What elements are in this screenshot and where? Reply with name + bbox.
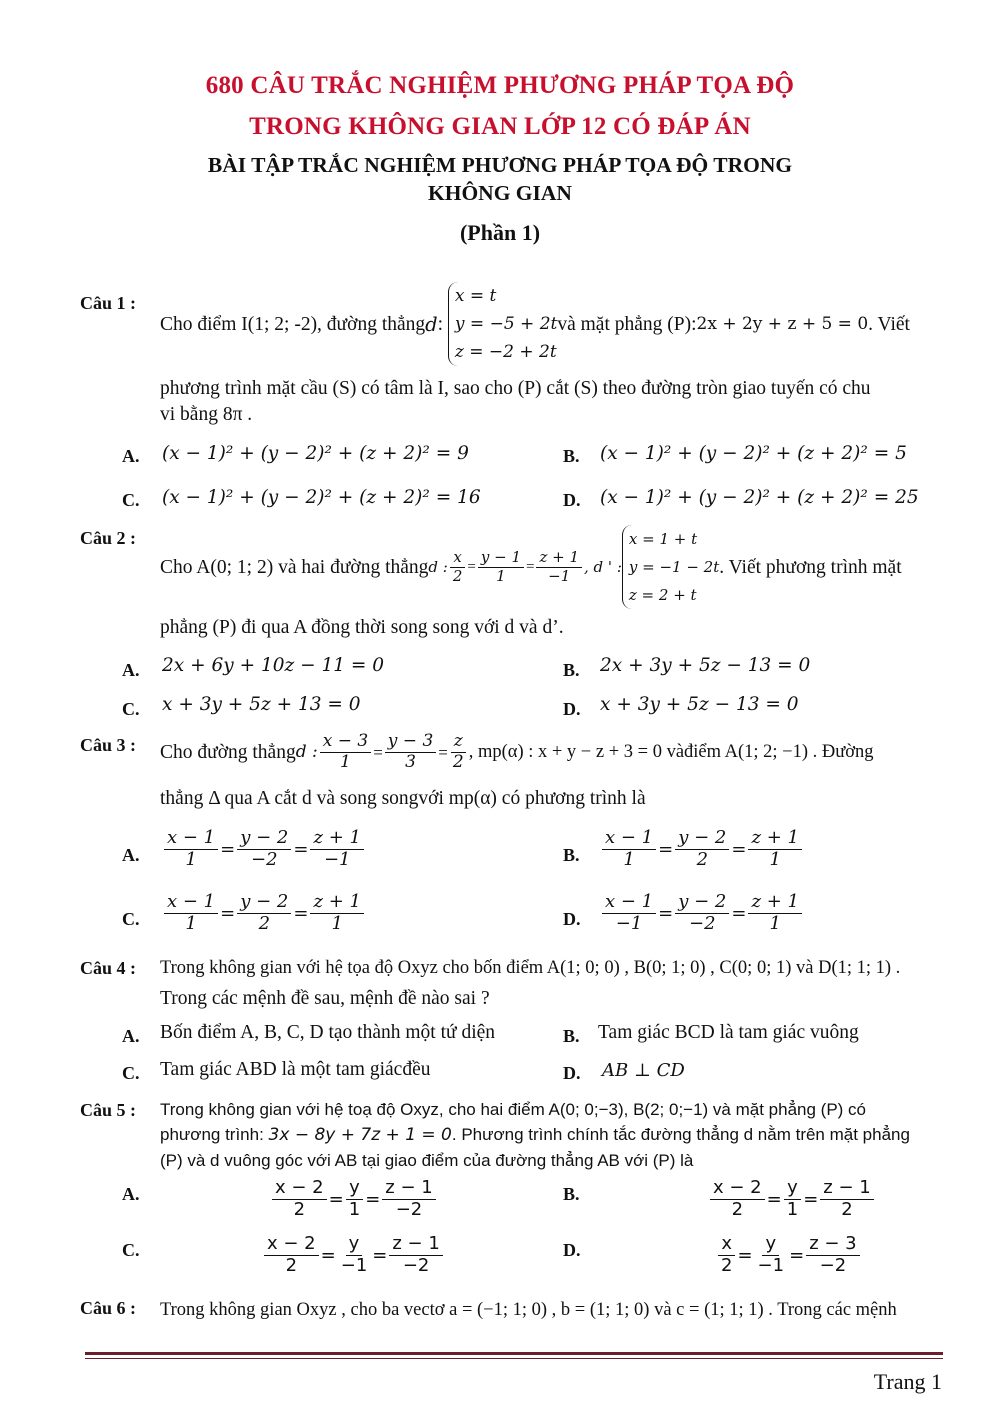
fraction-numerator: z (451, 732, 466, 753)
fraction-denominator: 1 (623, 848, 635, 870)
question-5-option-d-letter: D. (563, 1240, 581, 1260)
question-5-line1: Trong không gian với hệ toạ độ Oxyz, cho hai điểm A(0; 0;−3), B(2; 0;−1) và mặt phẳng (P) có (160, 1100, 867, 1119)
question-1-option-d-letter: D. (563, 490, 581, 510)
question-6-line1: Trong không gian Oxyz , cho ba vectơ a = (−1; 1; 0) , b = (1; 1; 0) và c = (1; 1; 1) . Trong các mệnh (160, 1300, 897, 1320)
question-3-fraction (450, 732, 467, 772)
fraction-numerator: y (762, 1234, 779, 1256)
fraction-denominator: −2 (689, 912, 716, 934)
option-fraction (272, 1178, 327, 1220)
question-4-option-c-letter: C. (122, 1063, 140, 1083)
footer-rule-thin (85, 1358, 943, 1359)
question-3-text-b: , mp(α) : x + y − z + 3 = 0 vàđiểm A(1; 2; −1) . Đường (468, 741, 874, 762)
fraction-denominator: −1 (615, 912, 643, 934)
question-1-option-b[interactable]: (x − 1)² + (y − 2)² + (z + 2)² = 5 (600, 443, 907, 464)
fraction-numerator: y − 2 (675, 828, 729, 850)
option-fraction (675, 892, 729, 934)
fraction-numerator: y − 2 (237, 828, 291, 850)
question-4-option-d-letter: D. (563, 1063, 581, 1083)
question-5-line2-b: . Phương trình chính tắc đường thẳng d nằm trên mặt phẳng (451, 1125, 910, 1144)
question-2-fraction (478, 549, 524, 585)
question-4-option-c[interactable]: Tam giác ABD là một tam giácđều (160, 1059, 431, 1080)
question-1-text-a: Cho điểm I(1; 2; -2), đường thẳng (160, 313, 426, 335)
question-4-option-d[interactable]: AB ⊥ CD (602, 1060, 685, 1081)
question-3-fraction (385, 732, 436, 772)
fraction-denominator: 1 (769, 912, 781, 934)
question-3-label: Câu 3 : (80, 735, 137, 755)
fraction-denominator: 1 (496, 566, 506, 585)
question-4-line1: Trong không gian với hệ tọa độ Oxyz cho bốn điểm A(1; 0; 0) , B(0; 1; 0) , C(0; 0; 1) và D(1; 1; 1) . (160, 958, 901, 978)
question-5-option-d[interactable]: $\frac{x}{2}$ = $\frac{y}{-1}$ = $\frac{z - 3}{-2}$ (716, 1234, 862, 1276)
page-number: Trang 1 (873, 1369, 942, 1394)
question-3-option-d-letter: D. (563, 909, 581, 929)
document-subtitle-line2: KHÔNG GIAN (428, 181, 572, 205)
question-3-option-b-letter: B. (563, 845, 580, 865)
fraction-denominator: 1 (185, 912, 197, 934)
question-2-line-d-label: d : (428, 557, 448, 576)
question-3-option-c-letter: C. (122, 909, 140, 929)
question-2-option-b[interactable]: 2x + 3y + 5z − 13 = 0 (600, 655, 811, 676)
option-fraction (748, 892, 801, 934)
question-2-text-a: Cho A(0; 1; 2) và hai đường thẳng (160, 556, 429, 578)
fraction-denominator: −1 (757, 1254, 785, 1276)
question-2-option-a[interactable]: 2x + 6y + 10z − 11 = 0 (162, 655, 385, 676)
fraction-denominator: 2 (285, 1254, 298, 1276)
option-fraction (237, 892, 291, 934)
fraction-numerator: x − 1 (164, 892, 218, 914)
question-1-system-row: z = −2 + 2t (454, 342, 557, 362)
fraction-numerator: y (346, 1234, 363, 1256)
question-2-line1: Cho A(0; 1; 2) và hai đường thẳng d : $\frac{x}{2}$ = $\frac{y - 1}{1}$ = $\frac{z + 1}{-1}$ , d ' : x = 1 + t y = −1 − 2t z = 2 + t . Viết phương trình mặt (160, 525, 980, 609)
question-2-system-row: x = 1 + t (628, 530, 698, 548)
question-2-fraction (536, 549, 582, 585)
document-title-line1: 680 CÂU TRẮC NGHIỆM PHƯƠNG PHÁP TỌA ĐỘ (205, 72, 795, 99)
fraction-numerator: z + 1 (536, 549, 582, 567)
fraction-numerator: x (718, 1234, 735, 1256)
fraction-denominator: 2 (452, 751, 464, 772)
question-2-line-dprime-label: , d ' : (584, 557, 622, 576)
footer-rule-thick (85, 1352, 943, 1355)
fraction-numerator: x − 2 (710, 1178, 765, 1200)
question-2-option-d-letter: D. (563, 699, 581, 719)
fraction-numerator: x − 1 (602, 828, 656, 850)
fraction-numerator: x − 2 (264, 1234, 319, 1256)
question-3-option-c[interactable]: $\frac{x - 1}{1}$ = $\frac{y - 2}{2}$ = $\frac{z + 1}{1}$ (162, 892, 366, 934)
question-4-line2: Trong các mệnh đề sau, mệnh đề nào sai ? (160, 988, 490, 1009)
option-fraction (237, 828, 291, 870)
option-fraction (382, 1178, 435, 1220)
option-fraction (710, 1178, 765, 1220)
fraction-denominator: 1 (331, 912, 343, 934)
document-title-line2: TRONG KHÔNG GIAN LỚP 12 CÓ ĐÁP ÁN (249, 113, 751, 140)
question-2-system-row: y = −1 − 2t (628, 558, 720, 576)
fraction-denominator: −1 (548, 566, 571, 585)
fraction-numerator: y − 1 (478, 549, 524, 567)
question-1-option-c-letter: C. (122, 490, 140, 510)
question-2-text-b: . Viết phương trình mặt (719, 556, 902, 578)
fraction-numerator: x − 1 (602, 892, 656, 914)
question-6-label: Câu 6 : (80, 1298, 137, 1318)
question-3-option-a-letter: A. (122, 845, 140, 865)
question-2-option-a-letter: A. (122, 660, 140, 680)
question-5-option-a[interactable]: $\frac{x - 2}{2}$ = $\frac{y}{1}$ = $\frac{z - 1}{-2}$ (270, 1178, 438, 1220)
option-fraction (602, 828, 656, 870)
fraction-denominator: 1 (348, 1198, 361, 1220)
fraction-denominator: 2 (731, 1198, 744, 1220)
option-fraction (820, 1178, 873, 1220)
fraction-denominator: 2 (293, 1198, 306, 1220)
option-fraction (675, 828, 729, 870)
question-3-option-d[interactable]: $\frac{x - 1}{-1}$ = $\frac{y - 2}{-2}$ = $\frac{z + 1}{1}$ (600, 892, 804, 934)
document-part-label: (Phần 1) (459, 220, 541, 245)
question-1-option-d[interactable]: (x − 1)² + (y − 2)² + (z + 2)² = 25 (600, 487, 919, 508)
question-4-option-a-letter: A. (122, 1026, 140, 1046)
fraction-numerator: z + 1 (310, 828, 363, 850)
fraction-numerator: y (346, 1178, 363, 1200)
question-5-line3: (P) và d vuông góc với AB tại giao điểm của đường thẳng AB với (P) là (160, 1151, 694, 1170)
question-1-label: Câu 1 : (80, 293, 137, 313)
question-1-system-row: x = t (454, 286, 497, 306)
question-3-line-d-label: d : (295, 741, 318, 762)
question-1-option-a[interactable]: (x − 1)² + (y − 2)² + (z + 2)² = 9 (162, 443, 469, 464)
question-4-option-b[interactable]: Tam giác BCD là tam giác vuông (598, 1022, 859, 1043)
option-fraction (346, 1178, 363, 1220)
option-fraction (338, 1234, 371, 1276)
question-1-plane-equation: 2x + 2y + z + 5 = 0 (696, 313, 869, 334)
question-2-line-system (622, 525, 719, 609)
fraction-denominator: 3 (405, 751, 416, 772)
question-5-label: Câu 5 : (80, 1100, 137, 1120)
option-fraction (602, 892, 656, 934)
fraction-numerator: z + 1 (310, 892, 363, 914)
question-3-line2: thẳng Δ qua A cắt d và song songvới mp(α) có phương trình là (160, 788, 646, 809)
fraction-denominator: 2 (696, 848, 709, 870)
question-2-fraction (450, 549, 466, 585)
question-1-option-a-letter: A. (122, 446, 140, 466)
fraction-numerator: x − 3 (320, 732, 371, 753)
fraction-denominator: 1 (340, 751, 351, 772)
fraction-numerator: y − 3 (385, 732, 436, 753)
option-fraction (264, 1234, 319, 1276)
fraction-denominator: −2 (251, 848, 278, 870)
fraction-denominator: −2 (395, 1198, 423, 1220)
fraction-numerator: x − 1 (164, 828, 218, 850)
fraction-numerator: x − 2 (272, 1178, 327, 1200)
question-4-option-a[interactable]: Bốn điểm A, B, C, D tạo thành một tứ diện (160, 1022, 496, 1043)
option-fraction (748, 828, 801, 870)
fraction-numerator: y (784, 1178, 801, 1200)
fraction-denominator: 2 (841, 1198, 853, 1220)
option-fraction (784, 1178, 801, 1220)
fraction-denominator: −1 (340, 1254, 368, 1276)
question-2-line2: phẳng (P) đi qua A đồng thời song song với d và d’. (160, 617, 564, 638)
fraction-numerator: z + 1 (748, 828, 801, 850)
question-1-line2: phương trình mặt cầu (S) có tâm là I, sao cho (P) cắt (S) theo đường tròn giao tuyến có chu (160, 378, 871, 399)
question-1-text-c: . Viết (868, 313, 910, 335)
fraction-denominator: 2 (258, 912, 271, 934)
fraction-numerator: x (450, 549, 464, 567)
question-3-option-a[interactable]: $\frac{x - 1}{1}$ = $\frac{y - 2}{-2}$ = $\frac{z + 1}{-1}$ (162, 828, 366, 870)
fraction-denominator: −2 (819, 1254, 847, 1276)
fraction-denominator: 1 (786, 1198, 799, 1220)
fraction-numerator: z − 3 (806, 1234, 859, 1256)
fraction-numerator: z − 1 (820, 1178, 873, 1200)
fraction-denominator: −2 (402, 1254, 430, 1276)
fraction-denominator: 1 (185, 848, 197, 870)
question-3-line1: Cho đường thẳng d : $\frac{x - 3}{1}$ = $\frac{y - 3}{3}$ = $\frac{z}{2}$ , mp(α) : x + y − z + 3 = 0 vàđiểm A(1; 2; −1) . Đường (160, 731, 874, 772)
question-4-label: Câu 4 : (80, 958, 137, 978)
option-fraction (389, 1234, 442, 1276)
document-subtitle-line1: BÀI TẬP TRẮC NGHIỆM PHƯƠNG PHÁP TỌA ĐỘ TRONG (207, 153, 793, 177)
question-1-line3: vi bằng 8π . (160, 404, 253, 425)
option-fraction (310, 828, 363, 870)
question-1-option-b-letter: B. (563, 446, 580, 466)
option-fraction (718, 1234, 735, 1276)
fraction-denominator: 1 (769, 848, 781, 870)
option-fraction (310, 892, 363, 934)
question-5-option-a-letter: A. (122, 1184, 140, 1204)
question-5-option-c-letter: C. (122, 1240, 140, 1260)
question-5-option-b[interactable]: $\frac{x - 2}{2}$ = $\frac{y}{1}$ = $\frac{z - 1}{2}$ (708, 1178, 876, 1220)
fraction-denominator: −1 (323, 848, 351, 870)
question-4-option-b-letter: B. (563, 1026, 580, 1046)
option-fraction (806, 1234, 859, 1276)
fraction-denominator: 2 (452, 566, 463, 585)
question-5-option-c[interactable]: $\frac{x - 2}{2}$ = $\frac{y}{-1}$ = $\frac{z - 1}{-2}$ (262, 1234, 445, 1276)
fraction-numerator: z − 1 (382, 1178, 435, 1200)
question-2-label: Câu 2 : (80, 528, 137, 548)
option-fraction (755, 1234, 788, 1276)
question-5-line2-a: phương trình: (160, 1125, 269, 1144)
question-1-line1: Cho điểm I(1; 2; -2), đường thẳng d : x = t y = −5 + 2t z = −2 + 2t và mặt phẳng (P): 2x + 2y + z + 5 = 0 . Viết (160, 282, 980, 366)
fraction-numerator: y − 2 (675, 892, 729, 914)
question-2-option-c[interactable]: x + 3y + 5z + 13 = 0 (162, 694, 361, 715)
question-1-text-b: và mặt phẳng (P): (557, 313, 697, 335)
question-5-plane-equation: 3x − 8y + 7z + 1 = 0 (268, 1125, 452, 1145)
fraction-denominator: 2 (721, 1254, 733, 1276)
question-1-option-c[interactable]: (x − 1)² + (y − 2)² + (z + 2)² = 16 (162, 487, 481, 508)
option-fraction (164, 892, 218, 934)
question-1-line-system (448, 282, 557, 366)
question-2-option-b-letter: B. (563, 660, 580, 680)
question-3-text-a: Cho đường thẳng (160, 741, 296, 763)
option-fraction (164, 828, 218, 870)
question-2-option-d[interactable]: x + 3y + 5z − 13 = 0 (600, 694, 799, 715)
fraction-numerator: z + 1 (748, 892, 801, 914)
question-3-fraction (320, 732, 371, 772)
fraction-numerator: y − 2 (237, 892, 291, 914)
question-3-option-b[interactable]: $\frac{x - 1}{1}$ = $\frac{y - 2}{2}$ = $\frac{z + 1}{1}$ (600, 828, 804, 870)
question-2-option-c-letter: C. (122, 699, 140, 719)
fraction-numerator: z − 1 (389, 1234, 442, 1256)
question-2-system-row: z = 2 + t (628, 586, 697, 604)
question-1-system-row: y = −5 + 2t (454, 314, 558, 334)
question-5-option-b-letter: B. (563, 1184, 580, 1204)
question-1-line-name: d (425, 312, 438, 336)
